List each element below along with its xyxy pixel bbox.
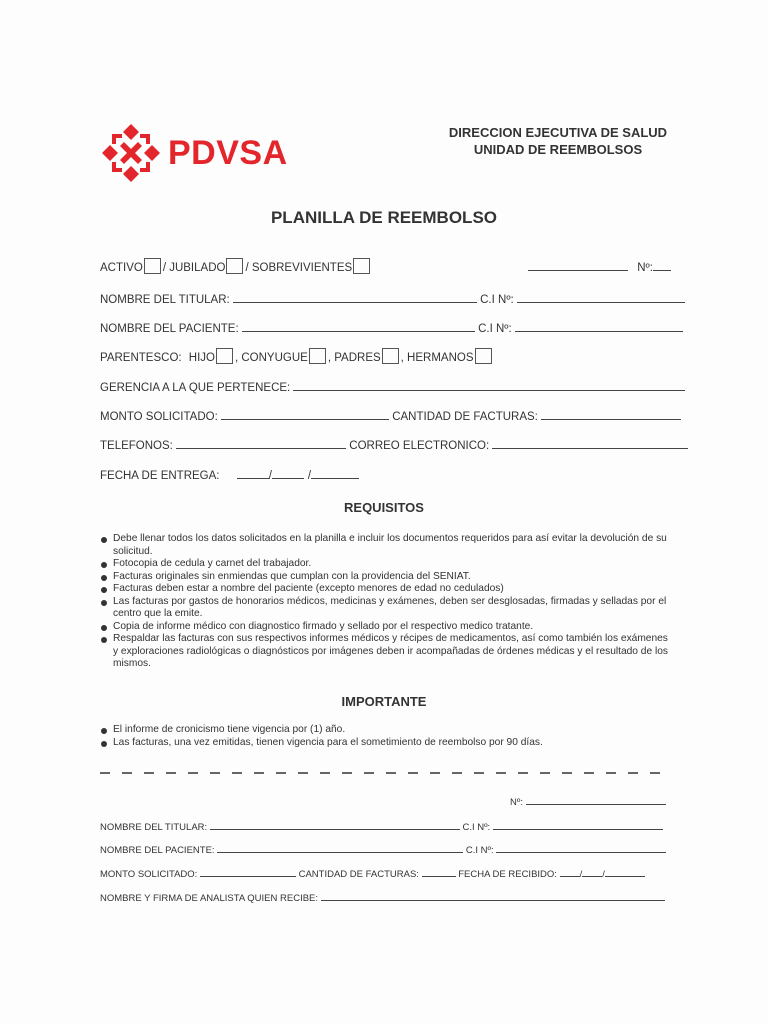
- recibo-nombre-paciente-field[interactable]: [217, 840, 463, 853]
- correo-field[interactable]: [492, 436, 688, 449]
- recibo-firma-row: [100, 888, 665, 904]
- sobrevivientes-checkbox[interactable]: [353, 258, 370, 274]
- monto-label: MONTO SOLICITADO:: [100, 411, 218, 423]
- form-title: PLANILLA DE REEMBOLSO: [270, 208, 498, 227]
- hermanos-label: , HERMANOS: [400, 352, 474, 364]
- recibo-ci-paciente-label: C.I Nº:: [465, 845, 494, 856]
- recibo-slash-1: /: [579, 869, 583, 880]
- recibo-ci-titular-label: C.I Nº:: [462, 822, 491, 833]
- nombre-titular-field[interactable]: [233, 290, 477, 303]
- recibo-titular-row: [100, 817, 663, 833]
- fecha-entrega-label: FECHA DE ENTREGA:: [100, 470, 220, 482]
- gerencia-field[interactable]: [293, 378, 685, 391]
- recibo-monto-label: MONTO SOLICITADO:: [100, 869, 198, 880]
- list-item: Las facturas por gastos de honorarios médicos, medicinas y exámenes, deben ser desglosadas, firmadas y selladas por el centro que la emite.: [100, 596, 675, 621]
- header-block: [440, 124, 676, 158]
- cantidad-field[interactable]: [541, 407, 681, 420]
- recibo-fecha-label: FECHA DE RECIBIDO:: [458, 869, 557, 880]
- gerencia-label: GERENCIA A LA QUE PERTENECE:: [100, 382, 291, 394]
- hijo-checkbox[interactable]: [216, 348, 233, 364]
- monto-field[interactable]: [221, 407, 389, 420]
- list-item: Las facturas, una vez emitidas, tienen vigencia para el sometimiento de reembolso por 90 días.: [100, 737, 675, 750]
- fecha-entrega-row: [100, 466, 359, 482]
- recibo-numero-label: Nº:: [510, 797, 523, 808]
- recibo-firma-field[interactable]: [321, 888, 665, 901]
- list-item: El informe de cronicismo tiene vigencia por (1) año.: [100, 724, 675, 737]
- list-item: Facturas deben estar a nombre del paciente (excepto menores de edad no cedulados): [100, 583, 675, 596]
- recibo-paciente-row: [100, 840, 666, 856]
- brand-name: PDVSA: [168, 134, 288, 172]
- fecha-slash-2: /: [307, 470, 312, 482]
- activo-label: ACTIVO: [100, 262, 143, 274]
- list-item: Facturas originales sin enmiendas que cumplan con la providencia del SENIAT.: [100, 571, 675, 584]
- cantidad-label: CANTIDAD DE FACTURAS:: [392, 411, 538, 423]
- header-line-1: DIRECCION EJECUTIVA DE SALUD: [448, 125, 668, 140]
- recibo-monto-field[interactable]: [200, 864, 296, 877]
- nombre-paciente-label: NOMBRE DEL PACIENTE:: [100, 323, 239, 335]
- importante-list: [100, 724, 675, 749]
- list-item: Fotocopia de cedula y carnet del trabajador.: [100, 558, 675, 571]
- numero-field-tail[interactable]: [653, 258, 671, 271]
- titular-row: [100, 290, 685, 306]
- hijo-label: HIJO: [188, 352, 215, 364]
- sobrevivientes-label: / SOBREVIVIENTES: [245, 262, 353, 274]
- nombre-paciente-field[interactable]: [242, 319, 475, 332]
- recibo-nombre-paciente-label: NOMBRE DEL PACIENTE:: [100, 845, 215, 856]
- cut-line-divider: [100, 772, 670, 774]
- recibo-fecha-year-field[interactable]: [605, 864, 645, 877]
- ci-paciente-label: C.I Nº:: [478, 323, 512, 335]
- conyugue-checkbox[interactable]: [309, 348, 326, 364]
- recibo-cantidad-label: CANTIDAD DE FACTURAS:: [298, 869, 419, 880]
- ci-titular-field[interactable]: [517, 290, 685, 303]
- activo-checkbox[interactable]: [144, 258, 161, 274]
- jubilado-label: / JUBILADO: [162, 262, 226, 274]
- recibo-fecha-day-field[interactable]: [560, 864, 580, 877]
- correo-label: CORREO ELECTRONICO:: [349, 440, 490, 452]
- padres-label: , PADRES: [327, 352, 381, 364]
- conyugue-label: , CONYUGUE: [234, 352, 308, 364]
- pdvsa-sun-logo-icon: [100, 122, 162, 184]
- parentesco-row: [100, 348, 494, 364]
- recibo-monto-row: [100, 864, 645, 880]
- padres-checkbox[interactable]: [382, 348, 399, 364]
- telefonos-label: TELEFONOS:: [100, 440, 173, 452]
- fecha-entrega-day-field[interactable]: [237, 466, 269, 479]
- recibo-cantidad-field[interactable]: [422, 864, 456, 877]
- recibo-ci-paciente-field[interactable]: [496, 840, 666, 853]
- paciente-row: [100, 319, 683, 335]
- parentesco-label: PARENTESCO:: [100, 352, 182, 364]
- list-item: Respaldar las facturas con sus respectivos informes médicos y récipes de medicamentos, así como también los exámenes y exploraciones radiológicas o diagnósticos por imágenes deben ir acompañadas de órdenes médicas y el resultado de los mismos.: [100, 633, 675, 671]
- numero-field[interactable]: [528, 258, 628, 271]
- gerencia-row: [100, 378, 685, 394]
- numero-label: Nº:: [637, 262, 653, 274]
- recibo-ci-titular-field[interactable]: [493, 817, 663, 830]
- list-item: Copia de informe médico con diagnostico firmado y sellado por el respectivo medico tratante.: [100, 621, 675, 634]
- contacto-row: [100, 436, 688, 452]
- fecha-entrega-month-field[interactable]: [272, 466, 304, 479]
- recibo-firma-label: NOMBRE Y FIRMA DE ANALISTA QUIEN RECIBE:: [100, 893, 319, 904]
- header-line-2: UNIDAD DE REEMBOLSOS: [473, 142, 643, 157]
- hermanos-checkbox[interactable]: [475, 348, 492, 364]
- importante-title: IMPORTANTE: [341, 694, 427, 709]
- ci-paciente-field[interactable]: [515, 319, 683, 332]
- jubilado-checkbox[interactable]: [226, 258, 243, 274]
- recibo-nombre-titular-field[interactable]: [210, 817, 460, 830]
- recibo-nombre-titular-label: NOMBRE DEL TITULAR:: [100, 822, 208, 833]
- recibo-slash-2: /: [602, 869, 605, 880]
- nombre-titular-label: NOMBRE DEL TITULAR:: [100, 294, 230, 306]
- fecha-entrega-year-field[interactable]: [311, 466, 359, 479]
- status-row: [100, 258, 670, 274]
- requisitos-list: [100, 533, 675, 671]
- requisitos-title: REQUISITOS: [344, 500, 424, 515]
- recibo-numero-field[interactable]: [526, 792, 666, 805]
- recibo-fecha-month-field[interactable]: [582, 864, 602, 877]
- monto-row: [100, 407, 681, 423]
- ci-titular-label: C.I Nº:: [480, 294, 514, 306]
- list-item: Debe llenar todos los datos solicitados en la planilla e incluir los documentos requeridos para así evitar la devolución de su solicitud.: [100, 533, 675, 558]
- telefonos-field[interactable]: [176, 436, 346, 449]
- fecha-slash-1: /: [268, 470, 272, 482]
